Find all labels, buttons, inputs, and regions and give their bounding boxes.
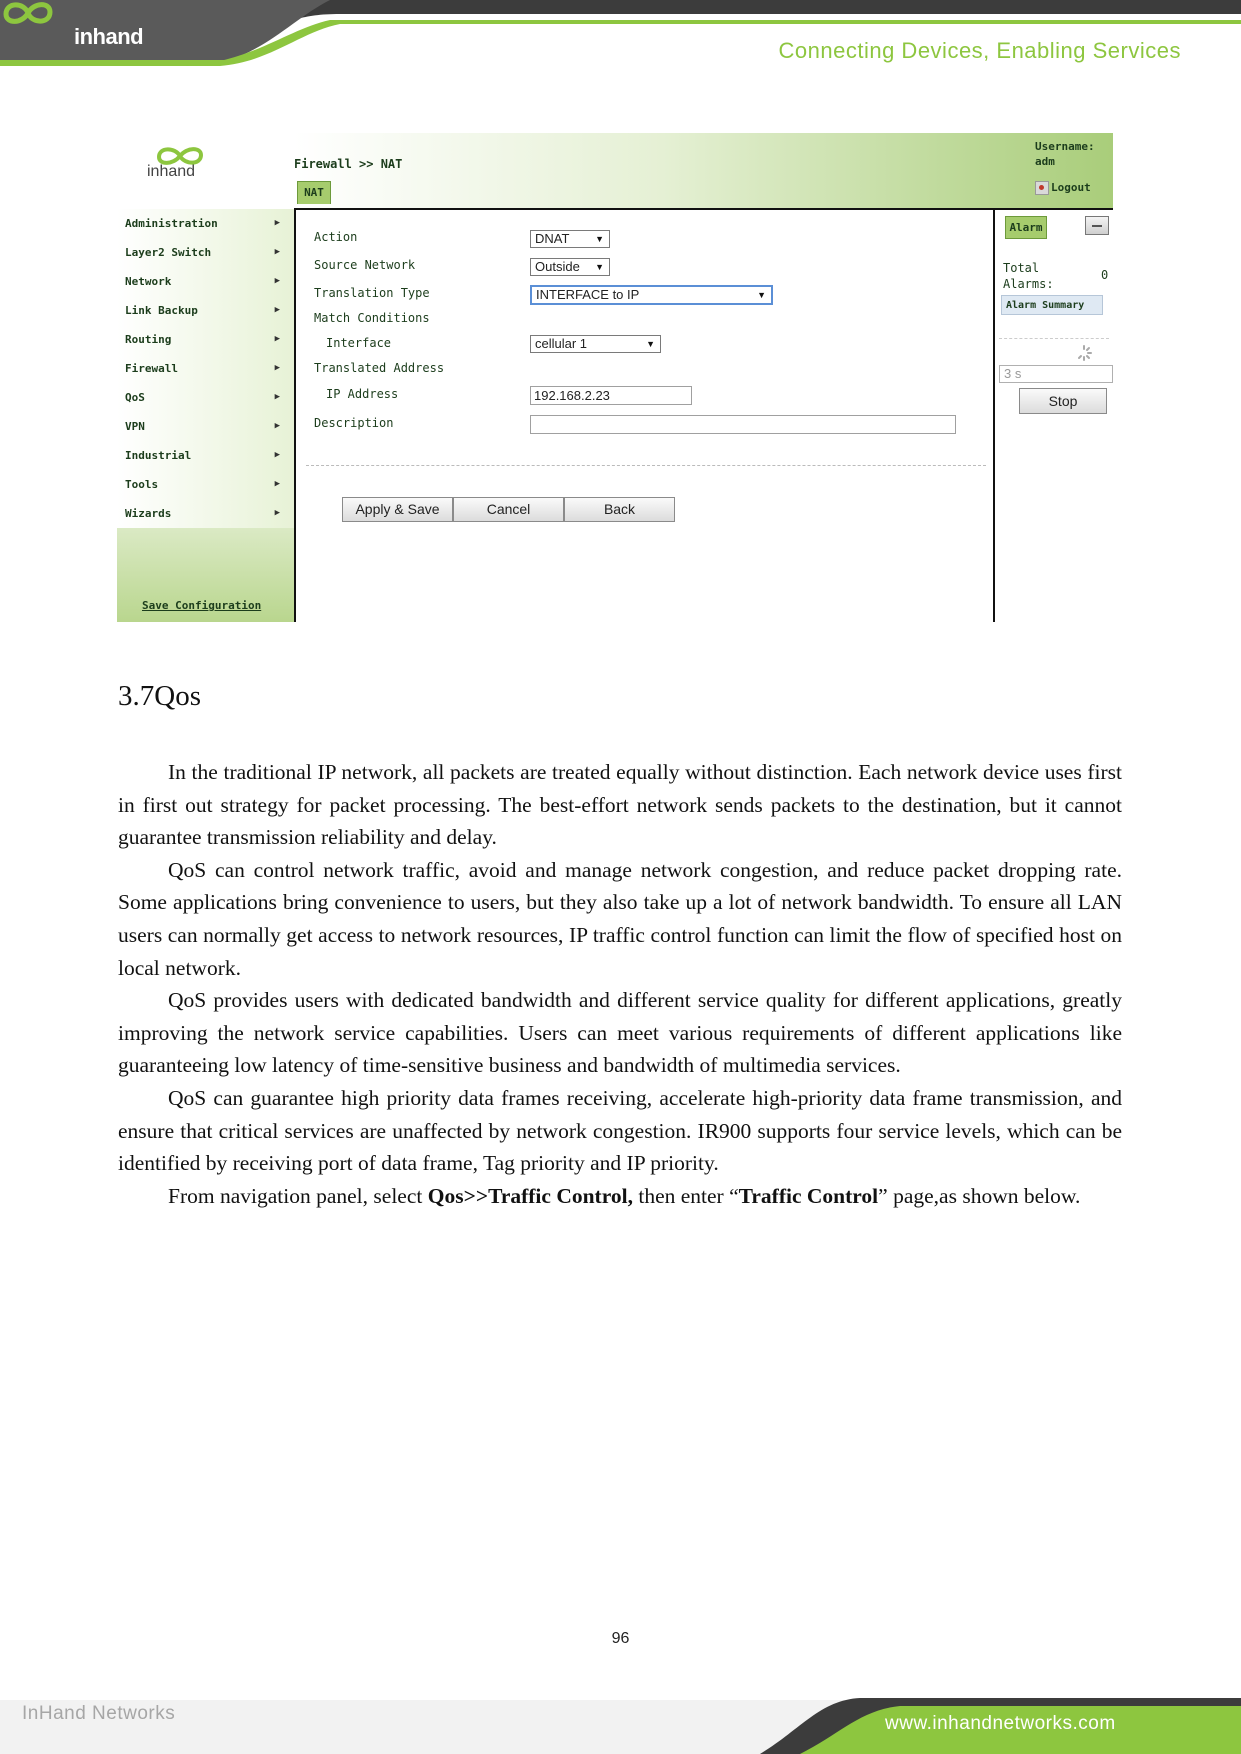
source-network-label: Source Network (314, 258, 416, 272)
chevron-right-icon: ▶ (274, 247, 280, 257)
paragraph: In the traditional IP network, all packets are treated equally without distinction. Each network device uses first in first out strategy for packet processing. The best-effort network sends packets to the destination, but it cannot guarantee transmission reliability and delay. (118, 760, 1122, 850)
chevron-right-icon: ▶ (274, 276, 280, 286)
total-alarms-label-line2: Alarms: (1003, 277, 1054, 291)
form-divider (306, 465, 986, 466)
ip-address-label: IP Address (326, 387, 399, 401)
sidebar-item-tools[interactable] (117, 470, 294, 499)
text-span: From navigation panel, select (168, 1183, 428, 1208)
top-bar (294, 133, 1113, 208)
dropdown-caret-icon: ▼ (757, 290, 766, 300)
description-label: Description (314, 416, 394, 430)
text-span: ” page,as shown below. (878, 1183, 1081, 1208)
minimize-button[interactable] (1085, 216, 1109, 235)
logout-label: Logout (1051, 181, 1091, 194)
sidebar-item-network[interactable] (117, 267, 294, 296)
footer-website: www.inhandnetworks.com (885, 1713, 1116, 1734)
sidebar-item-qos[interactable] (117, 383, 294, 412)
alarm-summary-link[interactable]: Alarm Summary (1001, 295, 1103, 315)
chevron-right-icon: ▶ (274, 479, 280, 489)
chevron-right-icon: ▶ (274, 392, 280, 402)
paragraph: QoS can control network traffic, avoid and manage network congestion, and reduce packet dropping rate. Some applications bring convenience to users, but they also take up a lot of network bandwidth. To ensure all LAN users can normally get access to network resources, IP traffic control function can limit the flow of specified host on local network. (118, 857, 1122, 980)
logout-button[interactable] (1035, 181, 1091, 195)
dropdown-caret-icon: ▼ (595, 234, 604, 244)
inhand-logo-icon (0, 0, 56, 26)
sidebar-item-vpn[interactable] (117, 412, 294, 441)
chevron-right-icon: ▶ (274, 218, 280, 228)
chevron-right-icon: ▶ (274, 450, 280, 460)
sidebar-item-label: Link Backup (125, 304, 198, 317)
apply-save-button[interactable]: Apply & Save (342, 497, 453, 522)
text-span: then enter “ (632, 1183, 739, 1208)
page-header (0, 0, 1241, 70)
username-label: Username: (1035, 140, 1095, 153)
paragraph-navigation-instruction (118, 1180, 1122, 1213)
action-select-value: DNAT (535, 231, 570, 246)
sidebar-item-label: Network (125, 275, 172, 288)
footer-company: InHand Networks (22, 1703, 176, 1724)
tab-nat[interactable]: NAT (297, 181, 331, 204)
stop-button[interactable]: Stop (1019, 388, 1107, 414)
sidebar-item-label: Administration (125, 217, 218, 230)
logout-icon (1035, 181, 1049, 195)
chevron-right-icon: ▶ (274, 363, 280, 373)
refresh-interval-input[interactable]: 3 s (999, 365, 1113, 383)
chevron-right-icon: ▶ (274, 421, 280, 431)
sidebar-item-label: Industrial (125, 449, 192, 462)
username-value: adm (1035, 155, 1055, 168)
nat-form-panel (294, 208, 993, 622)
sidebar-item-label: QoS (125, 391, 145, 404)
translation-type-label: Translation Type (314, 286, 430, 300)
action-select[interactable] (530, 230, 610, 248)
interface-label: Interface (326, 336, 392, 350)
section-heading: 3.7Qos (118, 680, 201, 712)
sidebar-item-label: Tools (125, 478, 159, 491)
sidebar-item-label: VPN (125, 420, 145, 433)
sidebar-item-label: Layer2 Switch (125, 246, 212, 259)
tab-alarm[interactable]: Alarm (1005, 216, 1047, 239)
page-number: 96 (611, 1630, 630, 1647)
translation-type-select[interactable] (530, 285, 773, 305)
description-input[interactable] (530, 415, 956, 434)
translation-type-select-value: INTERFACE to IP (536, 287, 640, 302)
sidebar-item-label: Wizards (125, 507, 172, 520)
dropdown-caret-icon: ▼ (595, 262, 604, 272)
body-text (118, 756, 1122, 1212)
sidebar-item-routing[interactable] (117, 325, 294, 354)
cancel-button[interactable]: Cancel (453, 497, 564, 522)
alarm-divider (999, 338, 1109, 339)
interface-select[interactable] (530, 335, 661, 353)
chevron-right-icon: ▶ (274, 508, 280, 518)
alarm-panel (993, 208, 1113, 622)
interface-select-value: cellular 1 (535, 336, 588, 351)
sidebar-item-layer2-switch[interactable] (117, 238, 294, 267)
match-conditions-label: Match Conditions (314, 311, 430, 325)
ip-address-input[interactable]: 192.168.2.23 (530, 386, 692, 405)
paragraph: QoS can guarantee high priority data frames receiving, accelerate high-priority data frame transmission, and ensure that critical services are unaffected by network congestion. IR900 supports four service levels, which can be identified by receiving port of data frame, Tag priority and IP priority. (118, 1085, 1122, 1176)
action-label: Action (314, 230, 358, 244)
total-alarms-value: 0 (1101, 268, 1109, 282)
router-logo-text: inhand (147, 163, 196, 180)
source-network-select[interactable] (530, 258, 610, 276)
menu-path-bold: Qos>>Traffic Control, (427, 1183, 633, 1208)
header-tagline: Connecting Devices, Enabling Services (778, 38, 1181, 63)
back-button[interactable]: Back (564, 497, 675, 522)
total-alarms-label-line1: Total (1003, 261, 1040, 275)
sidebar-nav (117, 209, 294, 528)
chevron-right-icon: ▶ (274, 334, 280, 344)
breadcrumb: Firewall >> NAT (294, 157, 403, 171)
page-name-bold: Traffic Control (738, 1183, 879, 1208)
sidebar-item-administration[interactable] (117, 209, 294, 238)
sidebar-item-industrial[interactable] (117, 441, 294, 470)
total-alarms-label (1003, 260, 1054, 292)
sidebar-item-label: Routing (125, 333, 172, 346)
sidebar-item-label: Firewall (125, 362, 178, 375)
translated-address-label: Translated Address (314, 361, 445, 375)
paragraph: QoS provides users with dedicated bandwidth and different service quality for different applications, greatly improving the network service capabilities. Users can meet various requirements of different applications like guaranteeing low latency of time-sensitive business and bandwidth of multimedia services. (118, 988, 1122, 1078)
sidebar-item-wizards[interactable] (117, 499, 294, 528)
save-configuration-link[interactable]: Save Configuration (142, 599, 262, 612)
router-ui-screenshot (117, 133, 1113, 622)
source-network-select-value: Outside (535, 259, 580, 274)
sidebar-item-link-backup[interactable] (117, 296, 294, 325)
header-logo-text: inhand (74, 24, 144, 49)
username-display (1035, 139, 1095, 169)
sidebar-item-firewall[interactable] (117, 354, 294, 383)
loading-spinner-icon (1075, 344, 1093, 362)
chevron-right-icon: ▶ (274, 305, 280, 315)
dropdown-caret-icon: ▼ (646, 339, 655, 349)
sidebar (117, 133, 294, 622)
